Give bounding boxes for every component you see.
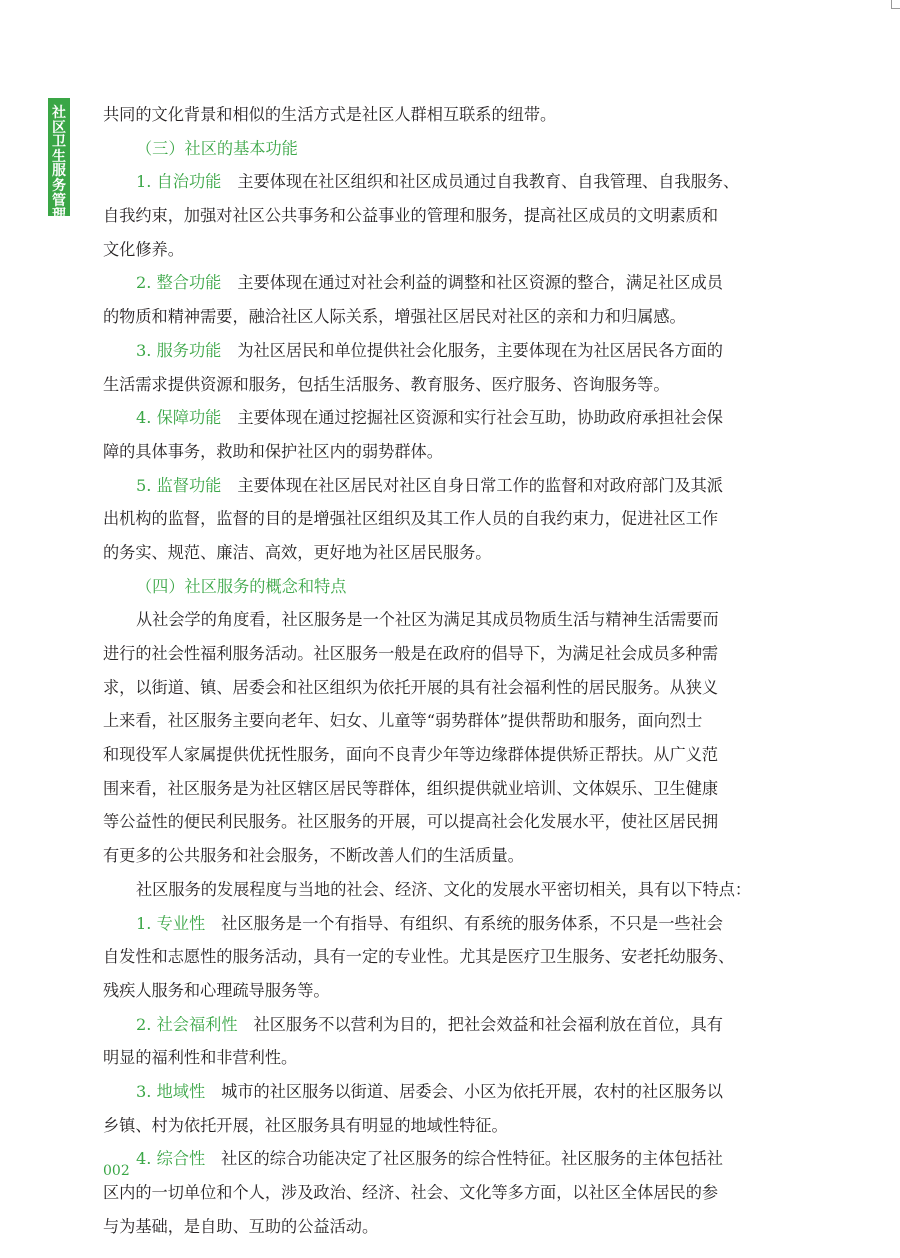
side-title-strip xyxy=(48,98,70,224)
text-line xyxy=(103,435,770,469)
text-line xyxy=(103,98,770,132)
section-heading xyxy=(103,132,770,166)
line-text: 与为基础，是自助、互助的公益活动。 xyxy=(103,1216,379,1236)
page-number: 002 xyxy=(103,1163,130,1179)
line-text: 求，以街道、镇、居委会和社区组织为依托开展的具有社会福利性的居民服务。从狭义 xyxy=(103,677,719,697)
line-text: 社区的综合功能决定了社区服务的综合性特征。社区服务的主体包括社 xyxy=(221,1149,723,1169)
text-line xyxy=(103,974,770,1008)
line-text: 城市的社区服务以街道、居委会、小区为依托开展，农村的社区服务以 xyxy=(221,1081,723,1101)
side-title-char: 区 xyxy=(52,119,66,136)
line-text: 主要体现在社区组织和社区成员通过自我教育、自我管理、自我服务、 xyxy=(237,172,740,192)
item-label: 1. 专业性 xyxy=(136,913,206,933)
text-line xyxy=(103,704,770,738)
item-label: 4. 保障功能 xyxy=(136,408,222,428)
text-line xyxy=(103,1210,770,1244)
side-title-char: 务 xyxy=(52,177,66,194)
side-title-char: 生 xyxy=(52,148,66,165)
text-line xyxy=(103,1142,770,1176)
text-line xyxy=(103,469,770,503)
text-line xyxy=(103,334,770,368)
item-label: 5. 监督功能 xyxy=(136,475,222,495)
line-text: 等公益性的便民利民服务。社区服务的开展，可以提高社会化发展水平，使社区居民拥 xyxy=(103,812,719,832)
text-line xyxy=(103,1109,770,1143)
text-line xyxy=(103,907,770,941)
line-text: 出机构的监督，监督的目的是增强社区组织及其工作人员的自我约束力，促进社区工作 xyxy=(103,509,719,529)
text-line xyxy=(103,401,770,435)
text-line xyxy=(103,1176,770,1210)
item-label: 2. 整合功能 xyxy=(136,273,222,293)
side-title-char: 服 xyxy=(52,163,66,180)
line-text: 区内的一切单位和个人，涉及政治、经济、社会、文化等多方面，以社区全体居民的参 xyxy=(103,1183,719,1202)
item-label: 2. 社会福利性 xyxy=(136,1014,238,1034)
line-text: 共同的文化背景和相似的生活方式是社区人群相互联系的纽带。 xyxy=(103,105,557,124)
text-line xyxy=(103,199,770,233)
line-text: 主要体现在社区居民对社区自身日常工作的监督和对政府部门及其派 xyxy=(237,475,723,495)
line-text: 社区服务的发展程度与当地的社会、经济、文化的发展水平密切相关，具有以下特点： xyxy=(136,879,752,899)
line-text: 障的具体事务，救助和保护社区内的弱势群体。 xyxy=(103,441,443,461)
line-text: 主要体现在通过挖掘社区资源和实行社会互助，协助政府承担社会保 xyxy=(237,408,723,428)
line-text: 文化修养。 xyxy=(103,239,184,259)
text-line xyxy=(103,165,770,199)
crop-mark xyxy=(891,0,900,9)
text-line xyxy=(103,1075,770,1109)
section-heading xyxy=(103,570,770,604)
item-label: 1. 自治功能 xyxy=(136,172,222,192)
line-text: 上来看，社区服务主要向老年、妇女、儿童等“弱势群体”提供帮助和服务，面向烈士 xyxy=(103,711,703,731)
item-label: 3. 地域性 xyxy=(136,1081,206,1101)
line-text: 从社会学的角度看，社区服务是一个社区为满足其成员物质生活与精神生活需要而 xyxy=(136,610,719,630)
line-text: （四）社区服务的概念和特点 xyxy=(136,576,347,596)
side-title-char: 卫 xyxy=(52,134,66,151)
line-text: 主要体现在通过对社会利益的调整和社区资源的整合，满足社区成员 xyxy=(237,273,723,293)
text-line xyxy=(103,502,770,536)
line-text: 的务实、规范、廉洁、高效，更好地为社区居民服务。 xyxy=(103,542,492,562)
text-line xyxy=(103,772,770,806)
line-text: 生活需求提供资源和服务，包括生活服务、教育服务、医疗服务、咨询服务等。 xyxy=(103,374,670,394)
line-text: 进行的社会性福利服务活动。社区服务一般是在政府的倡导下，为满足社会成员多种需 xyxy=(103,644,719,663)
text-line xyxy=(103,266,770,300)
side-title-char: 社 xyxy=(52,105,66,121)
line-text: 和现役军人家属提供优抚性服务，面向不良青少年等边缘群体提供矫正帮扶。从广义范 xyxy=(103,745,719,765)
side-title-char: 理 xyxy=(52,207,66,224)
text-line xyxy=(103,368,770,402)
line-text: （三）社区的基本功能 xyxy=(136,138,298,158)
line-text: 残疾人服务和心理疏导服务等。 xyxy=(103,980,330,1000)
text-line xyxy=(103,1008,770,1042)
text-line xyxy=(103,839,770,873)
text-line xyxy=(103,300,770,334)
line-text: 自发性和志愿性的服务活动，具有一定的专业性。尤其是医疗卫生服务、安老托幼服务、 xyxy=(103,947,735,967)
text-line xyxy=(103,738,770,772)
line-text: 社区服务不以营利为目的，把社会效益和社会福利放在首位，具有 xyxy=(253,1014,723,1034)
line-text: 围来看，社区服务是为社区辖区居民等群体，组织提供就业培训、文体娱乐、卫生健康 xyxy=(103,778,719,798)
item-label: 4. 综合性 xyxy=(136,1149,206,1169)
text-line xyxy=(103,805,770,839)
line-text: 社区服务是一个有指导、有组织、有系统的服务体系，不只是一些社会 xyxy=(221,913,723,933)
text-line xyxy=(103,637,770,671)
line-text: 乡镇、村为依托开展，社区服务具有明显的地域性特征。 xyxy=(103,1115,508,1135)
line-text: 自我约束，加强对社区公共事务和公益事业的管理和服务，提高社区成员的文明素质和 xyxy=(103,206,719,226)
text-line xyxy=(103,940,770,974)
line-text: 有更多的公共服务和社会服务，不断改善人们的生活质量。 xyxy=(103,846,524,866)
line-text: 为社区居民和单位提供社会化服务，主要体现在为社区居民各方面的 xyxy=(237,340,723,360)
text-line xyxy=(103,536,770,570)
text-line xyxy=(103,233,770,267)
text-line xyxy=(103,671,770,705)
item-label: 3. 服务功能 xyxy=(136,340,222,360)
line-text: 明显的福利性和非营利性。 xyxy=(103,1048,298,1068)
text-line xyxy=(103,603,770,637)
text-line xyxy=(103,1041,770,1075)
side-title-char: 管 xyxy=(52,192,66,209)
text-line xyxy=(103,873,770,907)
line-text: 的物质和精神需要，融洽社区人际关系，增强社区居民对社区的亲和力和归属感。 xyxy=(103,307,686,327)
page-body xyxy=(103,98,770,1243)
